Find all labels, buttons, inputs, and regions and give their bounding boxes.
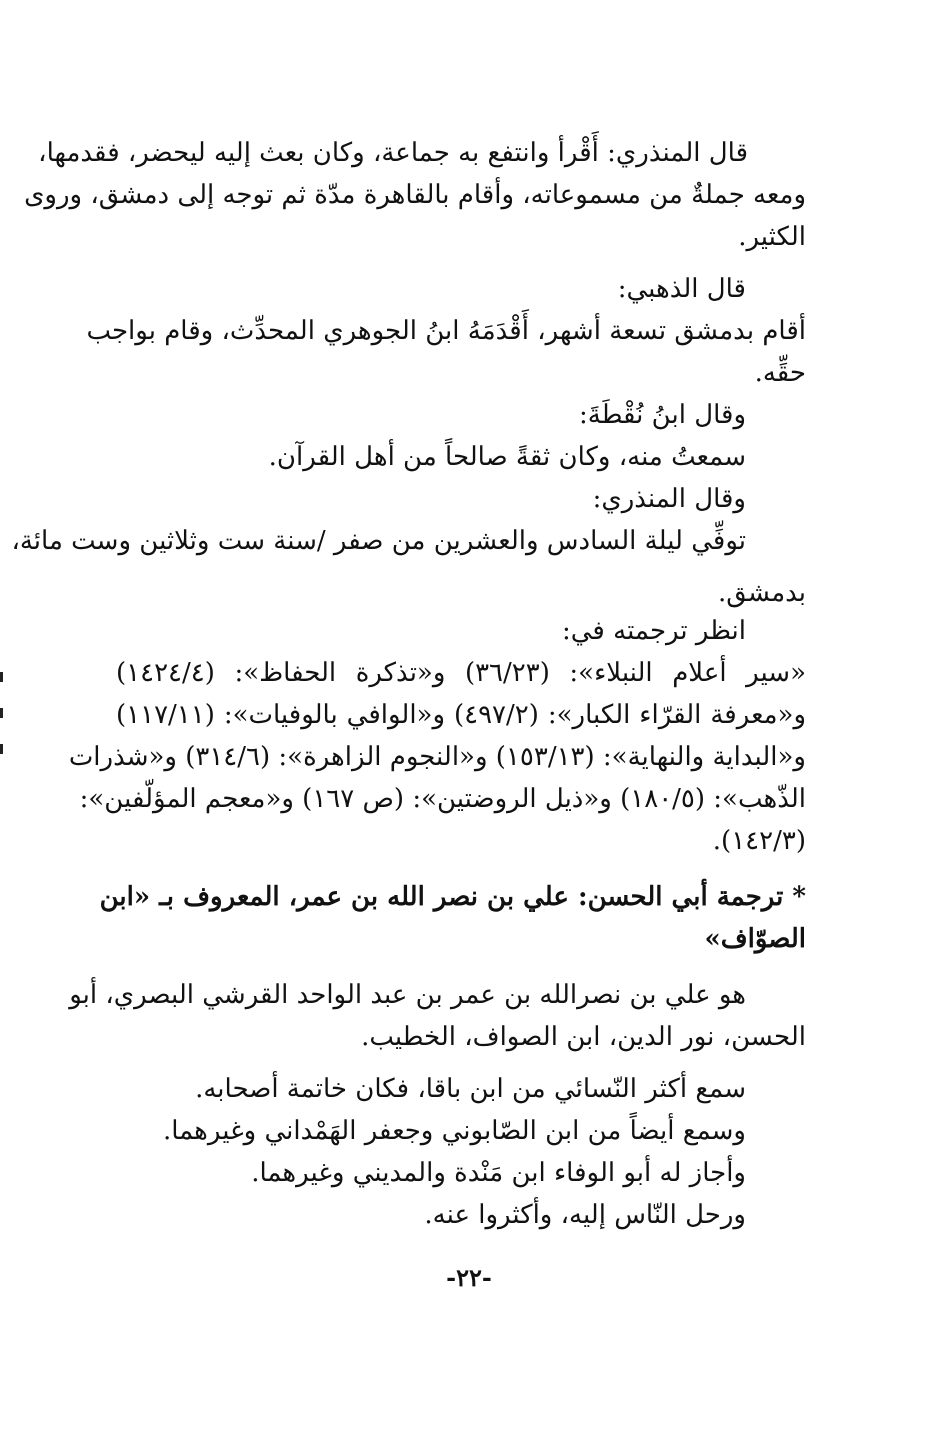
text-line-10: توفِّي ليلة السادس والعشرين من صفر /سنة ست وثلاثين وست مائة، <box>11 526 746 556</box>
section-heading-line-2: الصوّاف» <box>704 924 806 954</box>
scan-edge-mark <box>0 744 3 754</box>
text-line-3: الكثير. <box>738 222 806 252</box>
text-line-18: هو علي بن نصرالله بن عمر بن عبد الواحد القرشي البصري، أبو <box>69 980 746 1010</box>
text-line-1: قال المنذري: أَقْرأ وانتفع به جماعة، وكان بعث إليه ليحضر، فقدمها، <box>38 138 748 168</box>
text-line-9: وقال المنذري: <box>592 484 746 514</box>
text-line-2: ومعه جملةٌ من مسموعاته، وأقام بالقاهرة مدّة ثم توجه إلى دمشق، وروى <box>24 180 806 210</box>
text-line-13: «سير أعلام النبلاء»: (٣٦/٢٣) و«تذكرة الحفاظ»: (١٤٢٤/٤) <box>116 658 806 688</box>
text-line-21: وسمع أيضاً من ابن الصّابوني وجعفر الهَمْداني وغيرهما. <box>162 1116 746 1146</box>
text-line-8: سمعتُ منه، وكان ثقةً صالحاً من أهل القرآن. <box>268 442 746 472</box>
text-line-4: قال الذهبي: <box>617 274 746 304</box>
text-line-16: الذّهب»: (١٨٠/٥) و«ذيل الروضتين»: (ص ١٦٧) و«معجم المؤلّفين»: <box>79 784 806 814</box>
text-line-6: حقِّه. <box>754 358 806 388</box>
text-line-7: وقال ابنُ نُقْطَةَ: <box>579 400 746 430</box>
scan-edge-mark <box>0 672 3 682</box>
text-line-15: و«البداية والنهاية»: (١٥٣/١٣) و«النجوم الزاهرة»: (٣١٤/٦) و«شذرات <box>68 742 806 772</box>
text-line-12: انظر ترجمته في: <box>562 616 746 646</box>
text-line-22: وأجاز له أبو الوفاء ابن مَنْدة والمديني وغيرهما. <box>251 1158 746 1188</box>
text-line-20: سمع أكثر النّسائي من ابن باقا، فكان خاتمة أصحابه. <box>195 1074 746 1104</box>
text-line-5: أقام بدمشق تسعة أشهر، أَقْدَمَهُ ابنُ الجوهري المحدِّث، وقام بواجب <box>86 316 806 346</box>
text-line-14: و«معرفة القرّاء الكبار»: (٤٩٧/٢) و«الوافي بالوفيات»: (١١٧/١١) <box>116 700 806 730</box>
text-line-11: بدمشق. <box>718 578 806 608</box>
page-number: -٢٢- <box>446 1263 492 1292</box>
text-line-19: الحسن، نور الدين، ابن الصواف، الخطيب. <box>361 1022 806 1052</box>
text-line-17: (١٤٢/٣). <box>712 826 806 856</box>
section-heading-line-1: * ترجمة أبي الحسن: علي بن نصر الله بن عمر، المعروف بـ «ابن <box>99 882 806 912</box>
scan-edge-mark <box>0 708 3 718</box>
text-line-23: ورحل النّاس إليه، وأكثروا عنه. <box>424 1200 746 1230</box>
